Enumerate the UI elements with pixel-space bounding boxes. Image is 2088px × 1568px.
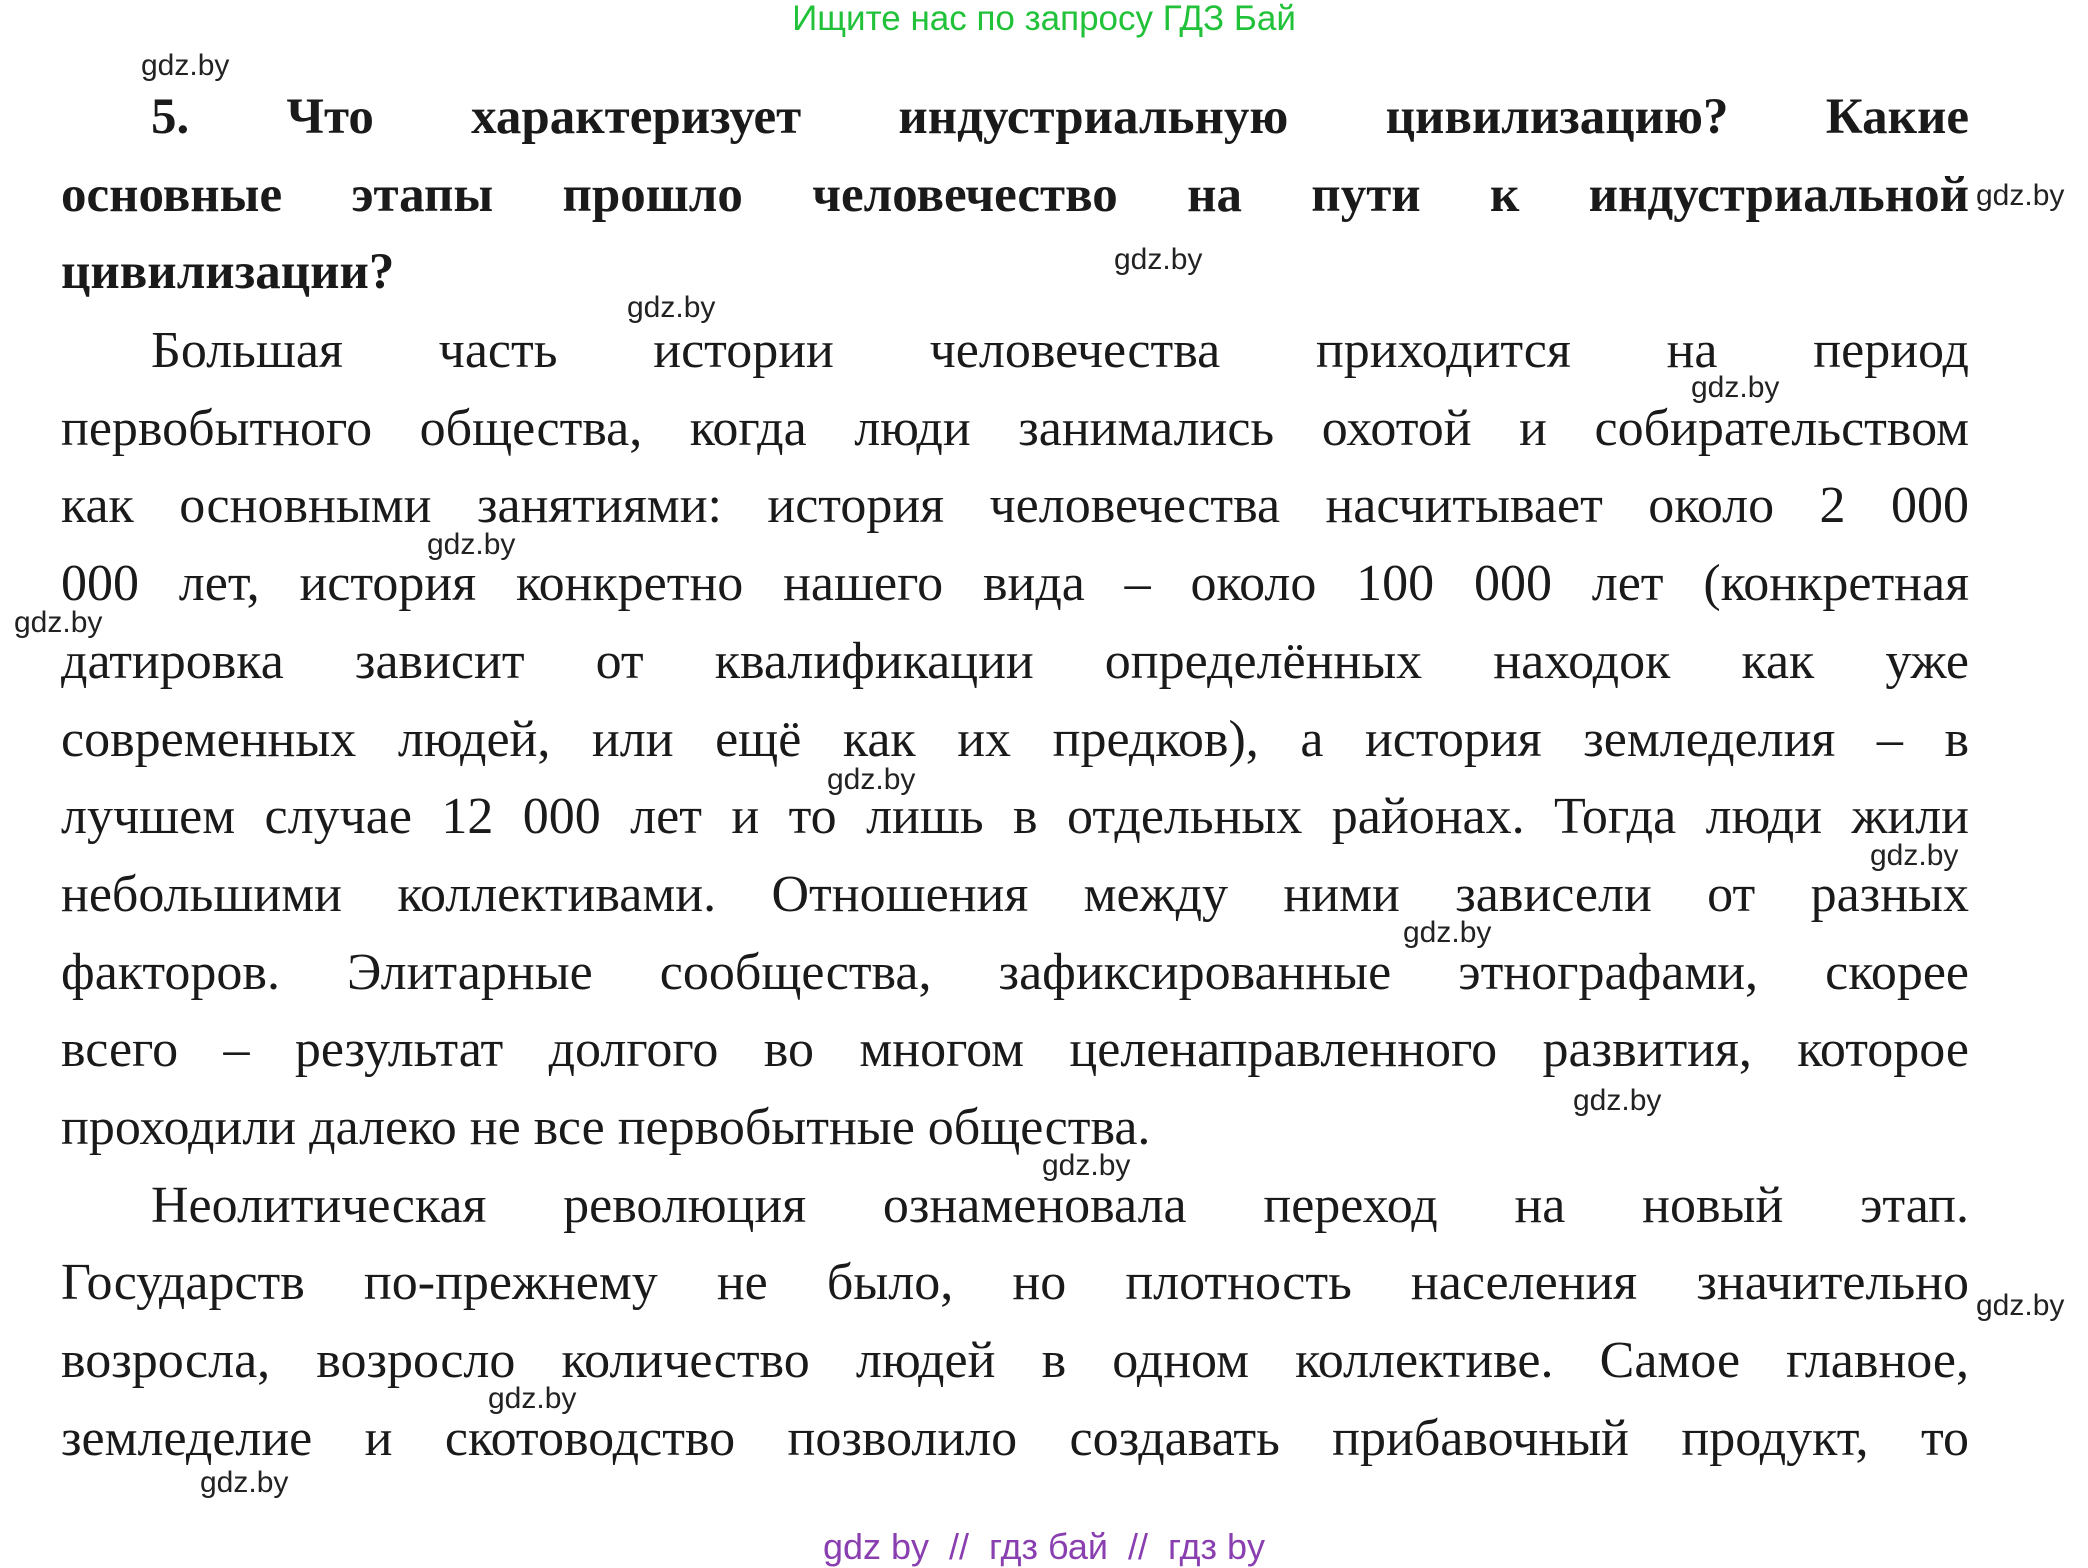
paragraph-line: возросла, возросло количество людей в одном коллективе. Самое главное, xyxy=(61,1332,1969,1389)
watermark: gdz.by xyxy=(1042,1149,1131,1182)
watermark: gdz.by xyxy=(141,49,230,82)
watermark: gdz.by xyxy=(627,291,716,324)
paragraph-line: первобытного общества, когда люди занимались охотой и собирательством xyxy=(61,399,1969,457)
answer-text xyxy=(61,79,1969,1477)
paragraph-line: как основными занятиями: история человечества насчитывает около 2 000 xyxy=(61,477,1969,535)
watermark: gdz.by xyxy=(1870,839,1959,872)
watermark: gdz.by xyxy=(1691,371,1780,404)
watermark: gdz.by xyxy=(827,763,916,796)
search-hint-header: Ищите нас по запросу ГДЗ Бай xyxy=(792,0,1296,38)
paragraph-line: датировка зависит от квалификации определённых находок как уже xyxy=(61,632,1969,690)
paragraph-line: земледелие и скотоводство позволило создавать прибавочный продукт, то xyxy=(61,1409,1969,1467)
question-title-line: 5. Что характеризует индустриальную цивилизацию? Какие xyxy=(151,89,1969,145)
paragraph-line: всего – результат долгого во многом целенаправленного развития, которое xyxy=(61,1021,1969,1079)
question-title-line: основные этапы прошло человечество на пути к индустриальной xyxy=(61,166,1969,223)
footer-links: gdz by // гдз бай // гдз by xyxy=(822,1526,1266,1567)
watermark: gdz.by xyxy=(1976,1289,2065,1322)
paragraph-line: факторов. Элитарные сообщества, зафиксированные этнографами, скорее xyxy=(61,943,1969,1001)
watermark: gdz.by xyxy=(1114,243,1203,276)
watermark: gdz.by xyxy=(1573,1084,1662,1117)
paragraph-line: 000 лет, история конкретно нашего вида – около 100 000 лет (конкретная xyxy=(61,555,1969,613)
paragraph-line: Государств по-прежнему не было, но плотность населения значительно xyxy=(61,1254,1969,1312)
paragraph-line: Большая часть истории человечества приходится на период xyxy=(151,322,1969,380)
paragraph-line: Неолитическая революция ознаменовала переход на новый этап. xyxy=(151,1176,1969,1234)
paragraph-line: лучшем случае 12 000 лет и то лишь в отдельных районах. Тогда люди жили xyxy=(61,788,1969,846)
watermark: gdz.by xyxy=(14,606,103,639)
watermark: gdz.by xyxy=(1403,916,1492,949)
paragraph-line: проходили далеко не все первобытные общества. xyxy=(61,1098,1151,1156)
paragraph-line: современных людей, или ещё как их предков), а история земледелия – в xyxy=(61,710,1969,768)
watermark: gdz.by xyxy=(200,1466,289,1499)
paragraph-line: небольшими коллективами. Отношения между ними зависели от разных xyxy=(61,865,1969,923)
watermark: gdz.by xyxy=(488,1382,577,1415)
question-title-line: цивилизации? xyxy=(61,244,395,301)
watermark: gdz.by xyxy=(427,528,516,561)
watermark: gdz.by xyxy=(1976,179,2065,212)
